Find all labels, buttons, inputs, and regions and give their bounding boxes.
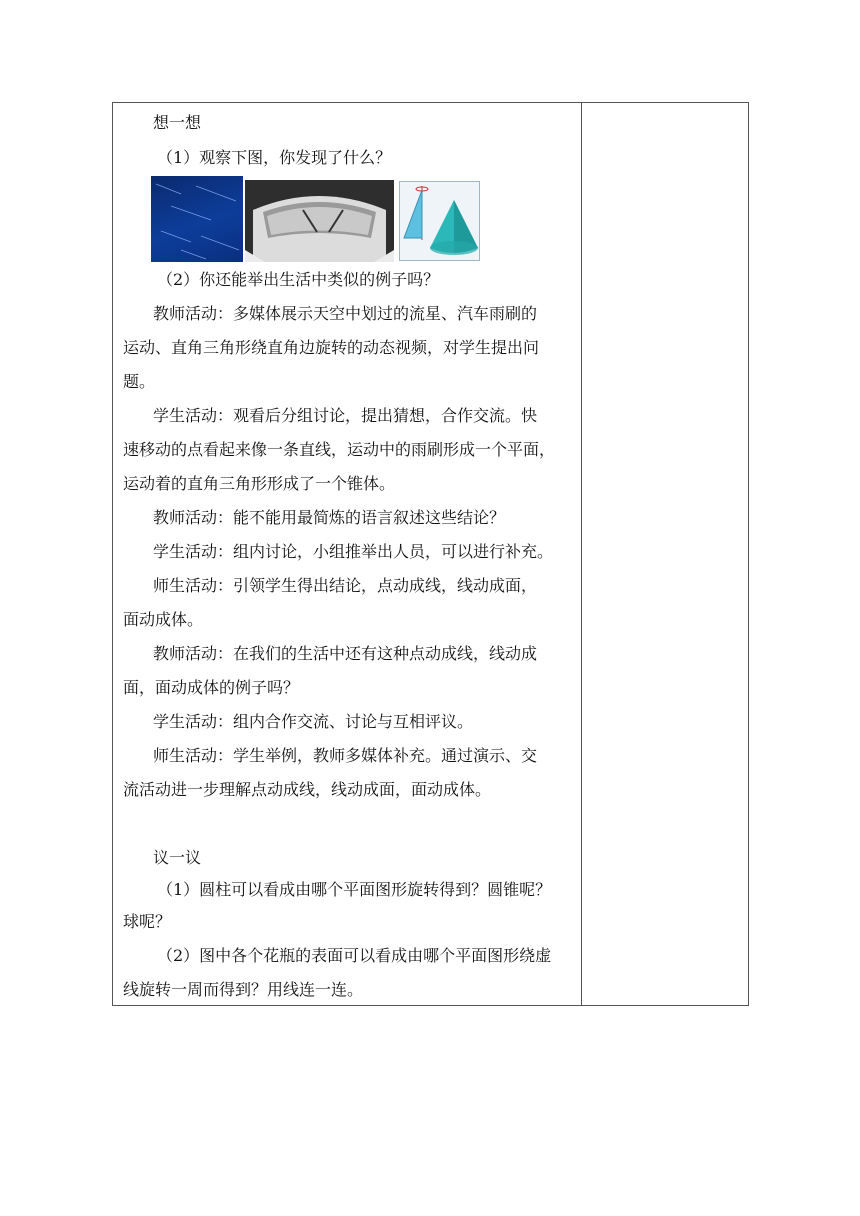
paragraph-line: 面，面动成体的例子吗？ (123, 678, 300, 697)
meteor-icon (151, 176, 243, 262)
paragraph-line: 线旋转一周而得到？用线连一连。 (123, 980, 364, 999)
paragraph-line: 题。 (123, 372, 156, 391)
car-wiper-image (245, 180, 394, 262)
paragraph-line: 教师活动：在我们的生活中还有这种点动成线，线动成 (153, 644, 538, 663)
section-title-think: 想一想 (153, 113, 202, 132)
question-2: （2）你还能举出生活中类似的例子吗？ (157, 270, 440, 289)
notes-cell (582, 103, 748, 1005)
paragraph-line: 球呢？ (123, 912, 172, 931)
rotating-cone-image (399, 181, 480, 261)
paragraph-line: 运动、直角三角形绕直角边旋转的动态视频，对学生提出问 (123, 338, 540, 357)
paragraph-line: （2）图中各个花瓶的表面可以看成由哪个平面图形绕虚 (157, 946, 552, 965)
paragraph-line: 师生活动：学生举例，教师多媒体补充。通过演示、交 (153, 746, 538, 765)
paragraph-line: （1）圆柱可以看成由哪个平面图形旋转得到？圆锥呢？ (157, 880, 552, 899)
section-title-discuss: 议一议 (153, 848, 202, 867)
paragraph-line: 运动着的直角三角形形成了一个锥体。 (123, 474, 396, 493)
meteor-sky-image (151, 176, 243, 262)
lesson-table (112, 102, 749, 1006)
paragraph-line: 速移动的点看起来像一条直线，运动中的雨刷形成一个平面， (123, 440, 556, 459)
paragraph-line: 学生活动：观看后分组讨论，提出猜想，合作交流。快 (153, 406, 538, 425)
paragraph-line: 教师活动：多媒体展示天空中划过的流星、汽车雨刷的 (153, 304, 538, 323)
paragraph-line: 师生活动：引领学生得出结论，点动成线，线动成面， (153, 576, 538, 595)
paragraph-line: 流活动进一步理解点动成线，线动成面，面动成体。 (123, 780, 492, 799)
paragraph-line: 学生活动：组内合作交流、讨论与互相评议。 (153, 712, 474, 731)
paragraph-line: 学生活动：组内讨论，小组推举出人员，可以进行补充。 (153, 542, 554, 561)
car-icon (245, 180, 394, 262)
paragraph-line: 面动成体。 (123, 610, 204, 629)
content-cell (113, 103, 581, 1005)
cone-icon (400, 182, 479, 260)
question-1: （1）观察下图，你发现了什么？ (157, 148, 392, 167)
paragraph-line: 教师活动：能不能用最简炼的语言叙述这些结论？ (153, 508, 506, 527)
